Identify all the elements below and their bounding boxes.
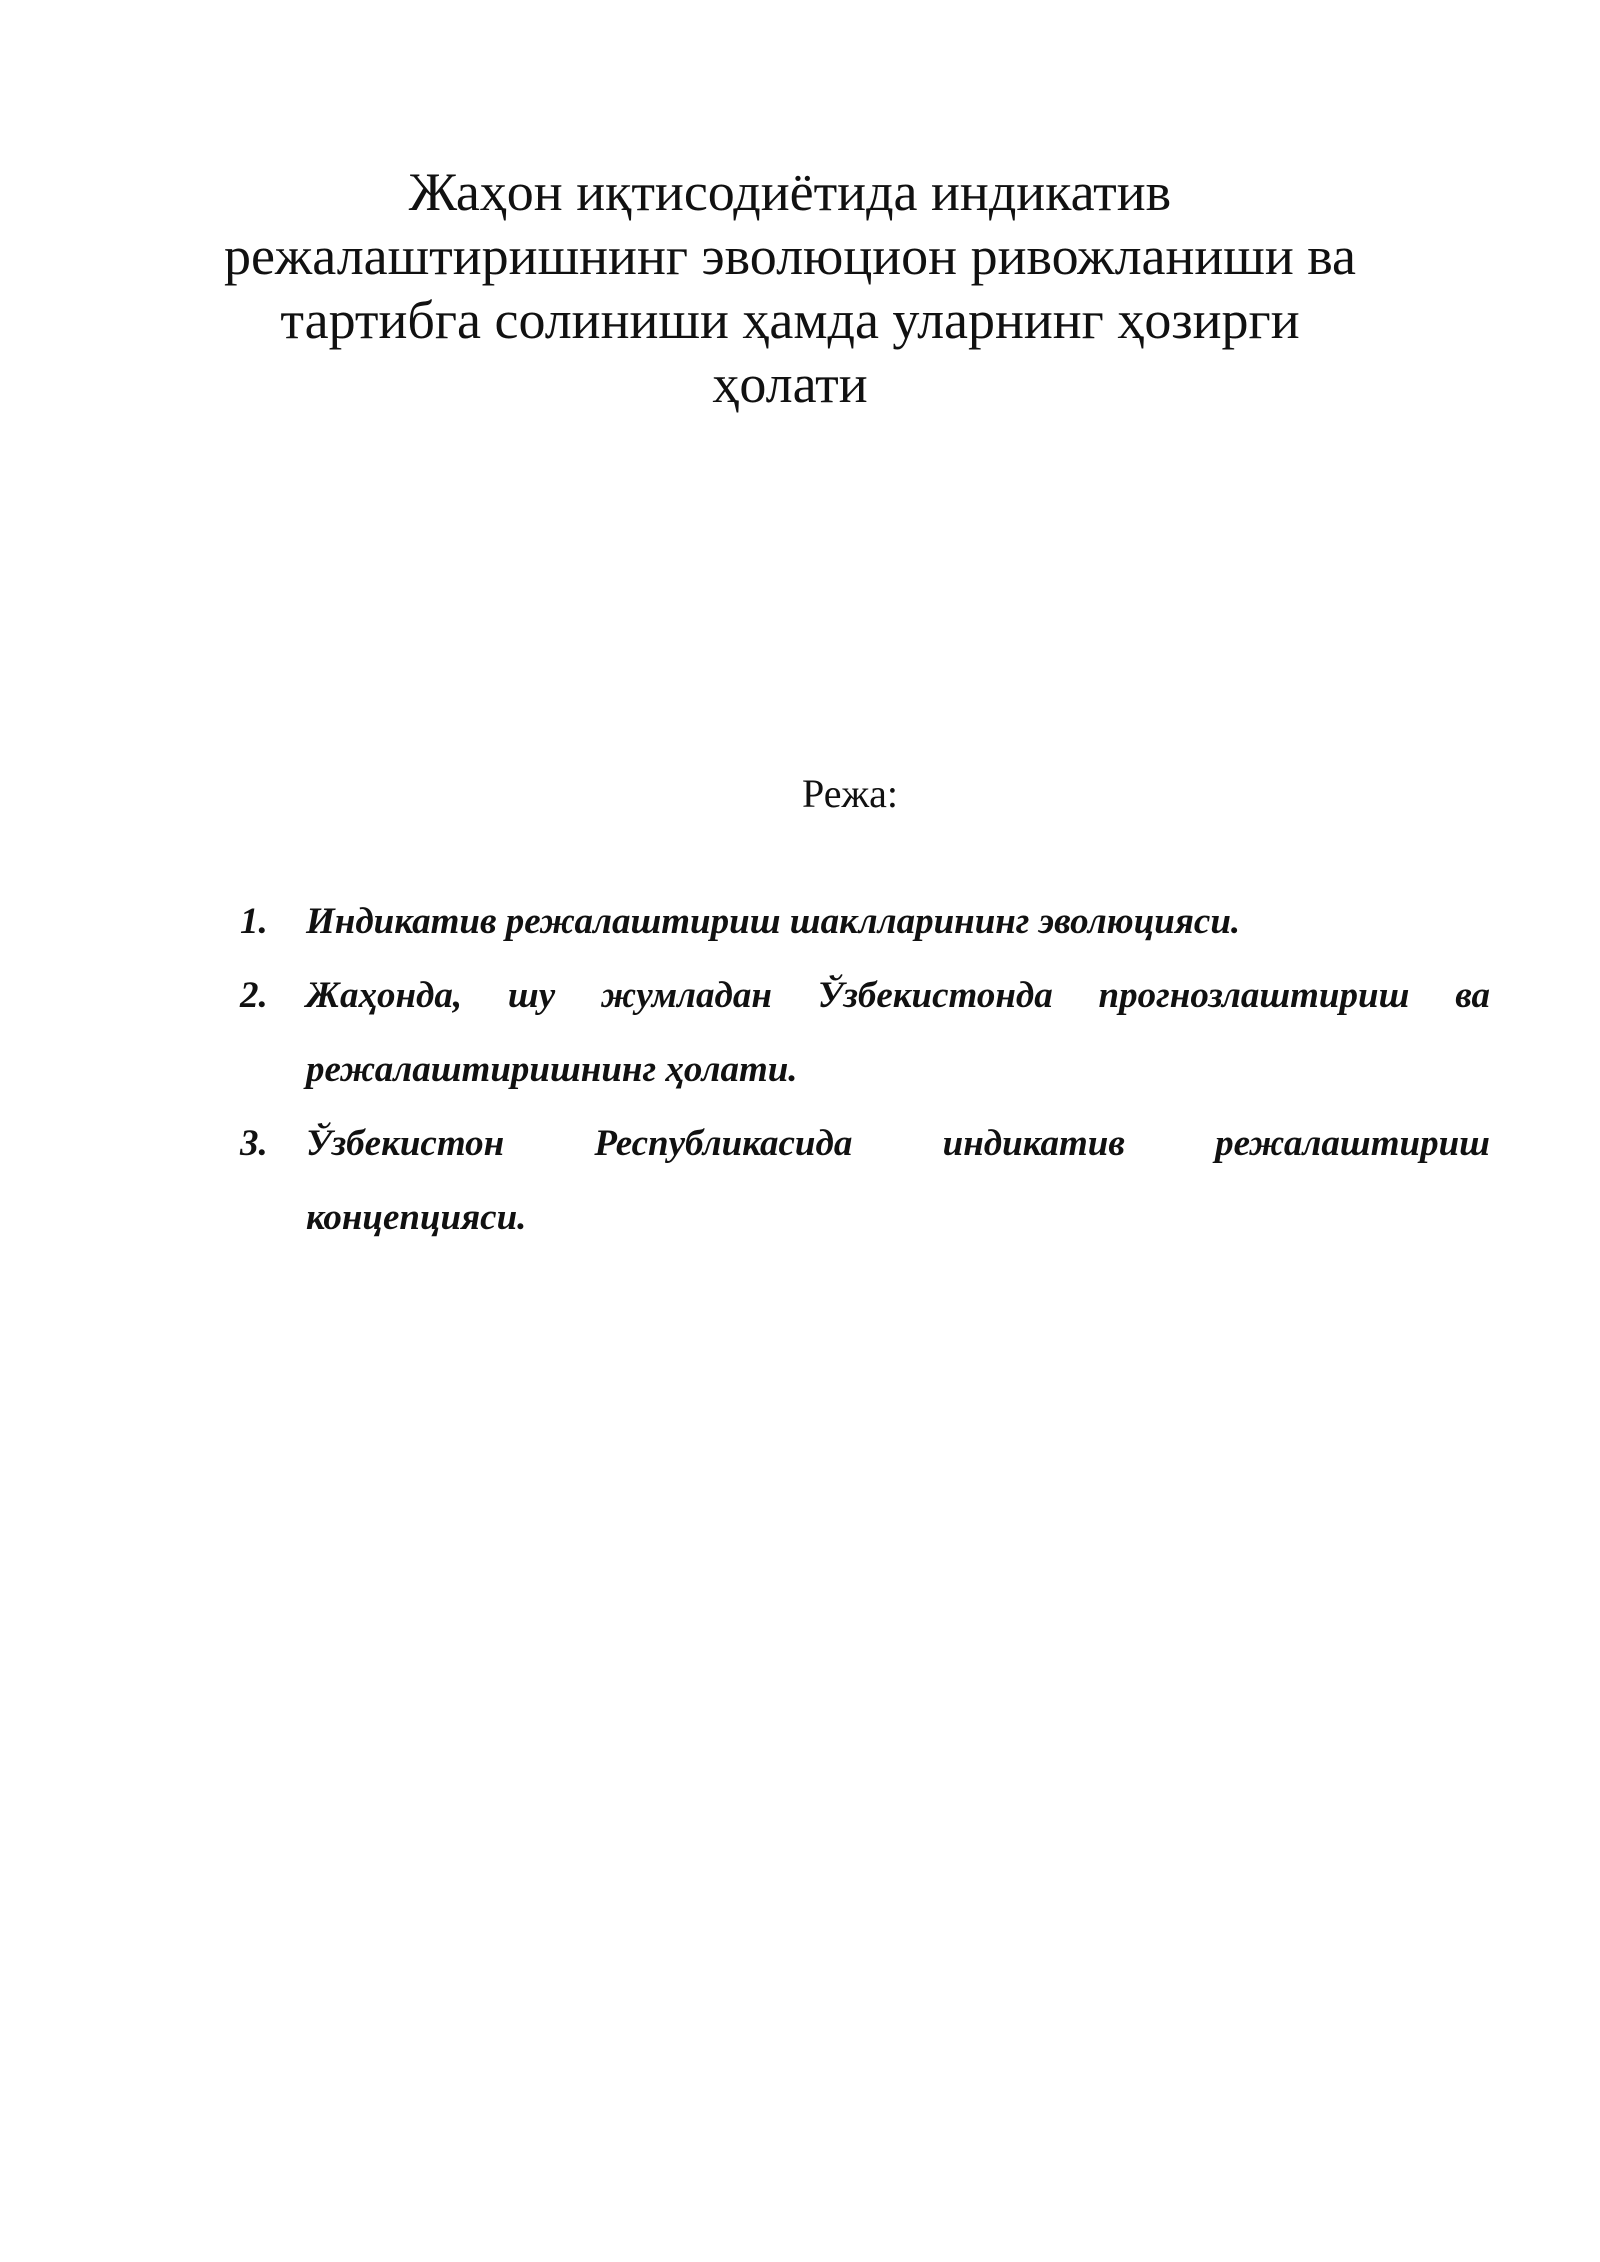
plan-item	[230, 885, 1490, 959]
title-line: Жаҳон иқтисодиётида индикатив	[408, 162, 1172, 222]
plan-list	[230, 885, 1490, 1255]
plan-item-number: 3.	[240, 1123, 268, 1164]
plan-item-number: 1.	[240, 901, 268, 942]
plan-item-text: режалаштиришнинг ҳолати.	[306, 1049, 798, 1090]
plan-item-text: Индикатив режалаштириш шаклларининг эволюцияси.	[306, 901, 1241, 942]
plan-heading: Режа:	[802, 771, 898, 816]
document-title	[200, 160, 1380, 416]
title-line: тартибга солиниши ҳамда уларнинг ҳозирги	[280, 290, 1300, 350]
title-line: ҳолати	[712, 354, 868, 414]
title-line: режалаштиришнинг эволюцион ривожланиши ва	[223, 226, 1357, 286]
plan-item-text: Ўзбекистон Республикасида индикатив режалаштириш	[306, 1123, 1490, 1164]
plan-item	[230, 959, 1490, 1107]
plan-item-text: концепцияси.	[306, 1197, 527, 1238]
plan-item-text: Жаҳонда, шу жумладан Ўзбекистонда прогнозлаштириш ва	[306, 975, 1490, 1016]
plan-item-number: 2.	[240, 975, 268, 1016]
plan-item	[230, 1107, 1490, 1255]
